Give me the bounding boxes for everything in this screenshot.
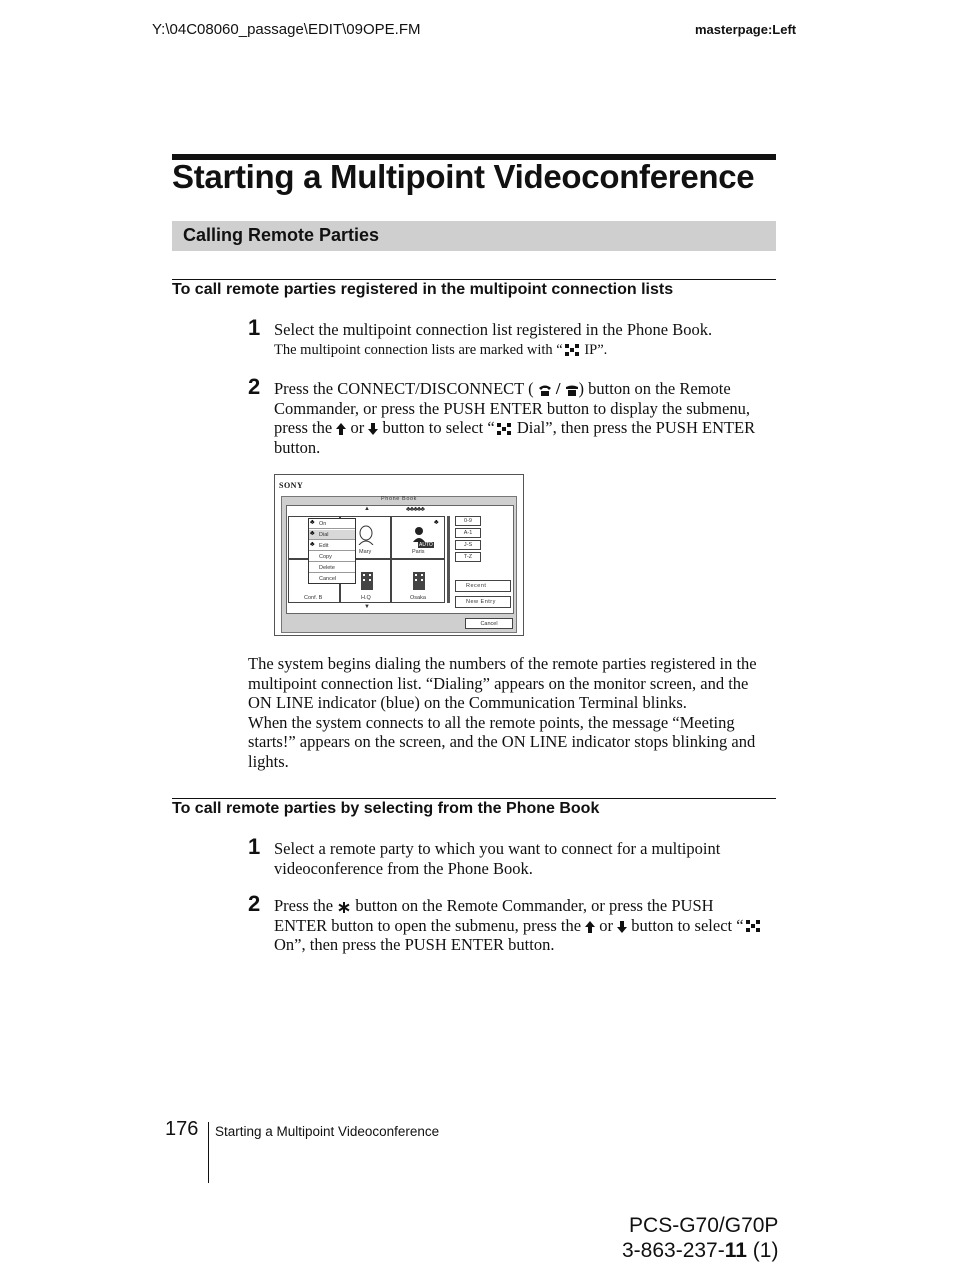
menu-item-copy[interactable]: Copy: [309, 552, 355, 562]
text-span: (1): [746, 1239, 779, 1262]
scroll-down-icon: ▼: [364, 604, 370, 610]
phone-off-hook-icon: [538, 384, 552, 397]
text-span: button to select “: [631, 915, 744, 935]
subheading-1: To call remote parties registered in the multipoint connection lists: [172, 281, 674, 298]
entry-label: Osaka: [410, 595, 426, 601]
entry-cell[interactable]: [391, 559, 445, 603]
cancel-button[interactable]: Cancel: [465, 618, 513, 629]
step-number-2b: 2: [248, 891, 261, 916]
index-button[interactable]: 0-9: [455, 516, 481, 526]
auto-badge: AUTO: [419, 542, 433, 548]
step-2b-line3: On”, then press the PUSH ENTER button.: [274, 935, 555, 954]
step-1a-note: [274, 341, 776, 361]
submenu: [308, 518, 356, 584]
building-icon: [410, 570, 428, 590]
brand-logo: SONY: [279, 481, 304, 490]
step-number-1a: 1: [248, 315, 261, 340]
down-arrow-icon: [617, 921, 627, 933]
part-number: [622, 1238, 778, 1263]
running-title: Starting a Multipoint Videoconference: [215, 1124, 440, 1139]
menu-item-dial[interactable]: Dial: [309, 530, 355, 540]
section-title: Calling Remote Parties: [183, 225, 380, 245]
masterpage-label: masterpage:Left: [695, 22, 797, 37]
file-path-header: Y:\04C08060_passage\EDIT\09OPE.FM: [152, 21, 421, 38]
model-code: [622, 1213, 778, 1263]
text-span: Press the: [274, 896, 334, 915]
multipoint-icon: [744, 920, 762, 933]
subheading-2: To call remote parties by selecting from the Phone Book: [172, 800, 600, 817]
step-2b-line1: [274, 896, 776, 916]
footer-rule: [208, 1122, 209, 1183]
step-number-1b: 1: [248, 834, 261, 859]
subheading-rule-1: [172, 279, 776, 280]
menu-item-edit[interactable]: Edit: [309, 541, 355, 551]
index-button[interactable]: J-S: [455, 540, 481, 550]
text-span: Press the CONNECT/DISCONNECT (: [274, 379, 534, 398]
scrollbar[interactable]: [447, 516, 450, 603]
multipoint-icon: ♣: [310, 541, 315, 548]
entry-label: Mary: [359, 549, 372, 555]
step-1b-text: [274, 839, 776, 878]
down-arrow-icon: [368, 423, 378, 435]
note-text-a: The multipoint connection lists are marked with “: [274, 341, 563, 358]
paragraph: The system begins dialing the numbers of the remote parties registered in the multipoint connection list. “Dialing” appears on the monitor screen, and the ON LINE indicator (blue) on the Communication Terminal blinks.: [248, 654, 757, 712]
step-2a-line2: Commander, or press the PUSH ENTER button to display the submenu,: [274, 398, 750, 418]
page-title: Starting a Multipoint Videoconference: [172, 158, 755, 195]
entry-cell[interactable]: [391, 516, 445, 559]
new-entry-button[interactable]: New Entry: [455, 596, 511, 608]
subheading-rule-2: [172, 798, 776, 799]
text-span: ) button on the Remote: [578, 379, 731, 398]
group-icon: ♣: [434, 519, 439, 526]
model-name: PCS-G70/G70P: [629, 1214, 779, 1237]
page-number: 176: [165, 1118, 199, 1140]
menu-item-delete[interactable]: Delete: [309, 563, 355, 573]
entry-label: Paris: [412, 549, 425, 555]
phone-book-title: Phone Book: [381, 496, 417, 502]
section-bar: [172, 221, 776, 251]
text-span: or: [350, 418, 365, 437]
up-arrow-icon: [585, 921, 595, 933]
step-2a-line3: [274, 418, 776, 438]
text-span: button on the Remote Commander, or press the PUSH: [355, 896, 714, 915]
step-1b-line2: videoconference from the Phone Book.: [274, 858, 533, 878]
step-2b-text: [274, 896, 776, 955]
dialing-description: [248, 654, 776, 771]
text-span: ENTER button to open the submenu, press the: [274, 915, 582, 935]
step-2a-line1: Press the CONNECT/DISCONNECT ( / ) button on the Remote: [274, 379, 731, 398]
multipoint-icon: ♣: [310, 519, 315, 526]
recent-button[interactable]: Recent: [455, 580, 511, 592]
paragraph: When the system connects to all the remote points, the message “Meeting starts!” appears on the screen, and the ON LINE indicator stops blinking and lights.: [248, 712, 756, 771]
step-number-2a: 2: [248, 374, 261, 399]
text-span: or: [599, 915, 614, 935]
entry-label: H.Q: [361, 595, 371, 601]
menu-item-on[interactable]: On: [309, 519, 355, 529]
index-button[interactable]: A-1: [455, 528, 481, 538]
asterisk-button-icon: [337, 901, 351, 914]
note-text-b: IP”.: [580, 341, 608, 358]
text-span: press the: [274, 418, 333, 437]
up-arrow-icon: [336, 423, 346, 435]
step-1b-line1: Select a remote party to which you want to connect for a multipoint: [274, 839, 721, 858]
step-1a-text: [274, 320, 776, 360]
multipoint-icon: [563, 344, 581, 357]
text-span: button to select “: [382, 418, 495, 437]
person-silhouette-icon: [412, 526, 426, 542]
index-button[interactable]: T-Z: [455, 552, 481, 562]
step-2b-line2: [274, 916, 776, 936]
text-span: Dial”, then press the PUSH ENTER: [512, 418, 756, 437]
step-2a-line4: button.: [274, 437, 321, 457]
multipoint-icon: ♣: [310, 530, 315, 537]
group-icons: ♣♣♣♣♣: [406, 506, 424, 513]
multipoint-icon: [495, 423, 513, 436]
person-face-icon: [357, 525, 375, 545]
step-1a-line: Select the multipoint connection list registered in the Phone Book.: [274, 320, 713, 339]
entry-label: Conf. B: [304, 595, 323, 601]
building-icon: [358, 570, 376, 590]
scroll-up-icon: ▲: [364, 506, 370, 512]
step-2a-text: [274, 379, 776, 457]
phone-on-hook-icon: [565, 384, 579, 397]
menu-item-cancel[interactable]: Cancel: [319, 576, 337, 582]
text-span: 3-863-237-: [622, 1239, 725, 1262]
text-span: 11: [724, 1239, 747, 1262]
